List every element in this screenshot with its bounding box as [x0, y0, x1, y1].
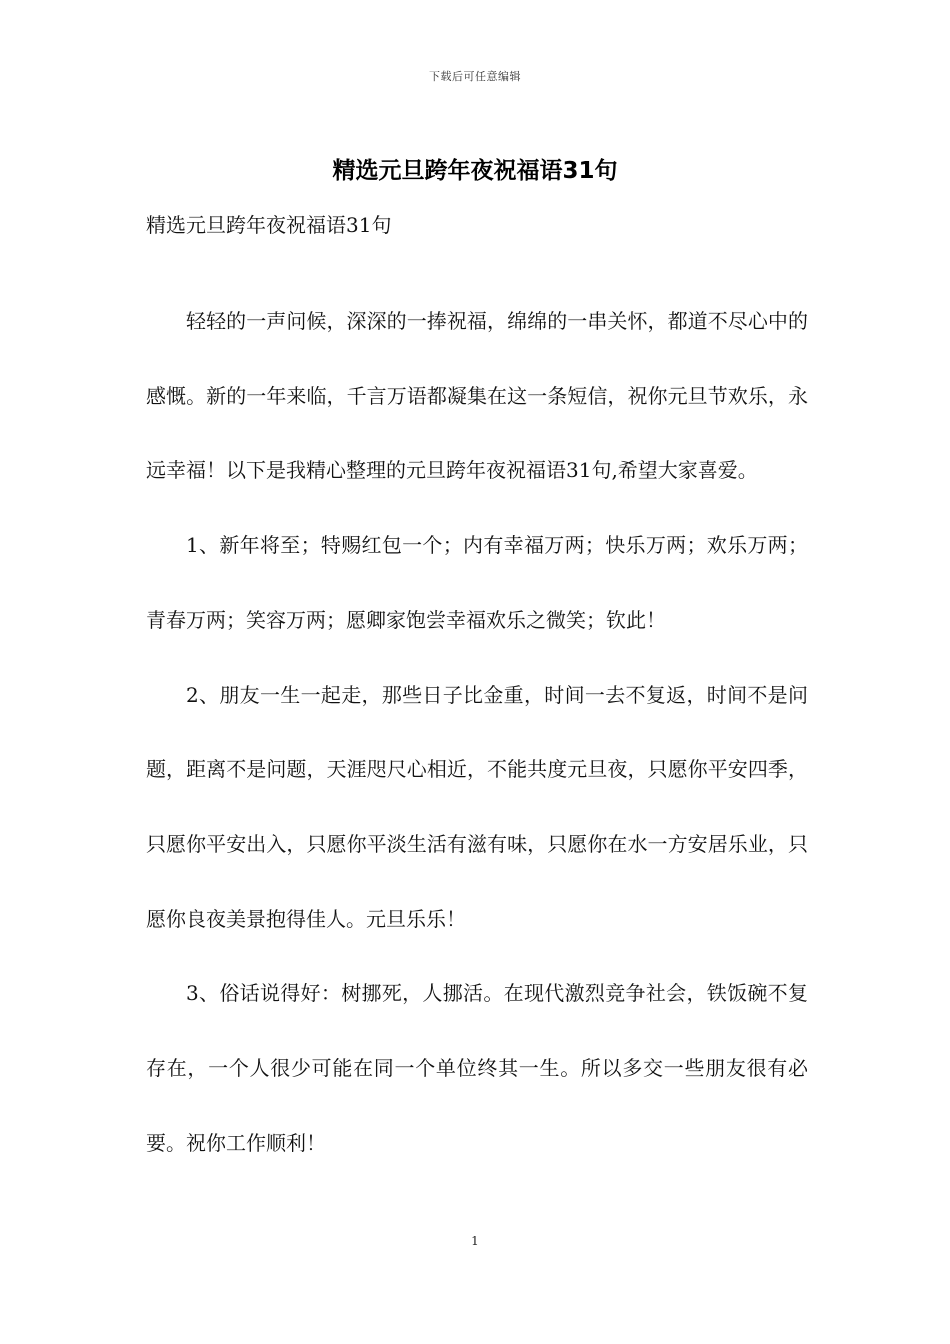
wish-paragraph-2: 2、朋友一生一起走，那些日子比金重，时间一去不复返，时间不是问题，距离不是问题，天涯咫尺心相近，不能共度元旦夜，只愿你平安四季，只愿你平安出入，只愿你平淡生活有滋有味，只愿你在水一方安居乐业，只愿你良夜美景抱得佳人。元旦乐乐！ — [146, 682, 808, 931]
header-note: 下载后可任意编辑 — [429, 70, 521, 83]
wish-paragraph-3: 3、俗话说得好：树挪死，人挪活。在现代激烈竞争社会，铁饭碗不复存在，一个人很少可能在同一个单位终其一生。所以多交一些朋友很有必要。祝你工作顺利！ — [146, 981, 808, 1155]
intro-paragraph: 轻轻的一声问候，深深的一捧祝福，绵绵的一串关怀，都道不尽心中的感慨。新的一年来临，千言万语都凝集在这一条短信，祝你元旦节欢乐，永远幸福！以下是我精心整理的元旦跨年夜祝福语31句,希望大家喜爱。 — [146, 309, 808, 483]
document-body — [146, 284, 808, 1180]
page-number: 1 — [471, 1234, 479, 1248]
wish-paragraph-1: 1、新年将至；特赐红包一个；内有幸福万两；快乐万两；欢乐万两；青春万两；笑容万两；愿卿家饱尝幸福欢乐之微笑；钦此！ — [146, 533, 808, 632]
document-subtitle: 精选元旦跨年夜祝福语31句 — [146, 213, 392, 237]
document-title: 精选元旦跨年夜祝福语31句 — [332, 158, 618, 184]
